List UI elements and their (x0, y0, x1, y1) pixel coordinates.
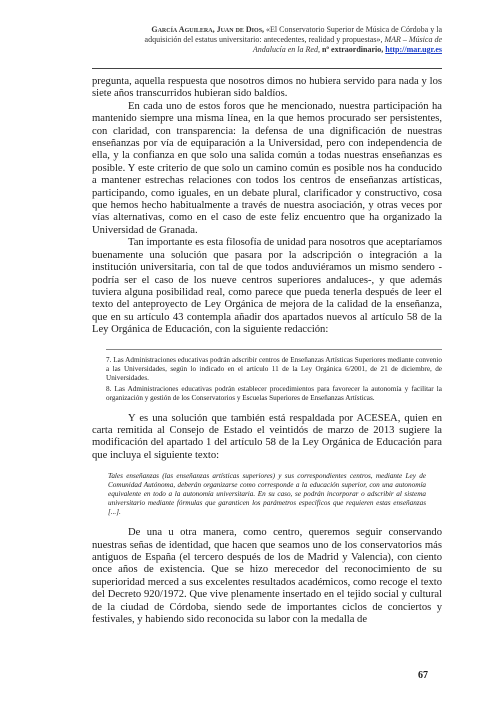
header-link[interactable]: http://mar.ugr.es (385, 45, 442, 54)
paragraph-3: Tan importante es esta filosofía de unidad para nosotros que aceptaríamos buenamente una solución que pasara por la adscripción o integración a la institución universitaria, con tal de que todos anduviéramos un mismo sendero -podría ser el caso de los nueve centros superiores andaluces-, y que además tuviera alguna posibilidad real, como parece que pueda tenerla después de leer el texto del anteproyecto de Ley Orgánica de mejora de la calidad de la enseñanza, que en su artículo 43 contempla añadir dos apartados nuevos al artículo 58 de la Ley Orgánica de Educación, con la siguiente redacción: (92, 237, 442, 336)
paragraph-4: Y es una solución que también está respaldada por ACESEA, quien en carta remitida al Consejo de Estado el veintidós de marzo de 2013 sugiere la modificación del apartado 1 del artículo 58 de la Ley Orgánica de Educación para que incluya el siguiente texto: (92, 412, 442, 461)
header-issue: nº extraordinario, (319, 45, 386, 54)
footnote-8: 8. Las Administraciones educativas podrán establecer procedimientos para favorecer la autonomía y facilitar la organización y gestión de los Conservatorios y Escuelas Superiores de Enseñanzas Artísticas. (106, 384, 442, 402)
header-journal: MAR – Música de Andalucía en la Red, (252, 35, 442, 54)
paragraph-2: En cada uno de estos foros que he mencionado, nuestra participación ha mantenido siempre una misma línea, en la que hemos procurado ser persistentes, con claridad, con transparencia: la defensa de una dignificación de nuestras enseñanzas por vía de equiparación a la Universidad, pero con independencia de ella, y la confianza en que solo una salida común a todas nuestras enseñanzas es posible. Y este criterio de que solo un camino común es posible nos ha conducido a mantener estrechas relaciones con todos los centros de enseñanzas artísticas, participando, como iguales, en un debate plural, clarificador y constructivo, cosa que hemos hecho habitualmente a través de nuestra asociación, y otras veces por vías alternativas, como en el caso de este feliz encuentro que ha organizado la Universidad de Granada. (92, 100, 442, 236)
header-author: García Aguilera, Juan de Dios, (151, 25, 265, 34)
page-number: 67 (418, 670, 428, 681)
header-article-title: «El Conservatorio Superior de Música de Córdoba y la adquisición del estatus universitario: antecedentes, realidad y propuestas», (144, 25, 442, 44)
paragraph-1: pregunta, aquella respuesta que nosotros dimos no hubiera servido para nada y los siete años transcurridos hubieran sido baldíos. (92, 76, 442, 100)
footnote-7: 7. Las Administraciones educativas podrán adscribir centros de Enseñanzas Artísticas Superiores mediante convenio a las Universidades, según lo indicado en el artículo 11 de la Ley Orgánica 6/2001, de 21 de diciembre, de Universidades. (106, 355, 442, 382)
block-quote: Tales enseñanzas (las enseñanzas artísticas superiores) y sus correspondientes centros, mediante Ley de Comunidad Autónoma, deberán organizarse como corresponde a la educación superior, con una autonomía equivalente en todo a la autonomía universitaria. En su caso, se podrán incorporar o adscribir al sistema universitario mediante fórmulas que garanticen los parámetros específicos que requieren estas enseñanzas [...]. (108, 472, 426, 517)
footnote-block (106, 349, 442, 403)
running-header (120, 25, 442, 55)
main-text (92, 76, 442, 626)
header-rule (92, 68, 442, 69)
paragraph-5: De una u otra manera, como centro, queremos seguir conservando nuestras señas de identidad, que hacen que seamos uno de los conservatorios más antiguos de España (el tercero después de los de Madrid y Valencia), con ciento once años de existencia. Que se hizo merecedor del reconocimiento de su superioridad merced a sus excelentes resultados académicos, como recoge el texto del Decreto 920/1972. Que vive plenamente insertado en el tejido social y cultural de la ciudad de Córdoba, siendo sede de importantes ciclos de conciertos y festivales, y habiendo sido reconocida su labor con la medalla de (92, 527, 442, 625)
